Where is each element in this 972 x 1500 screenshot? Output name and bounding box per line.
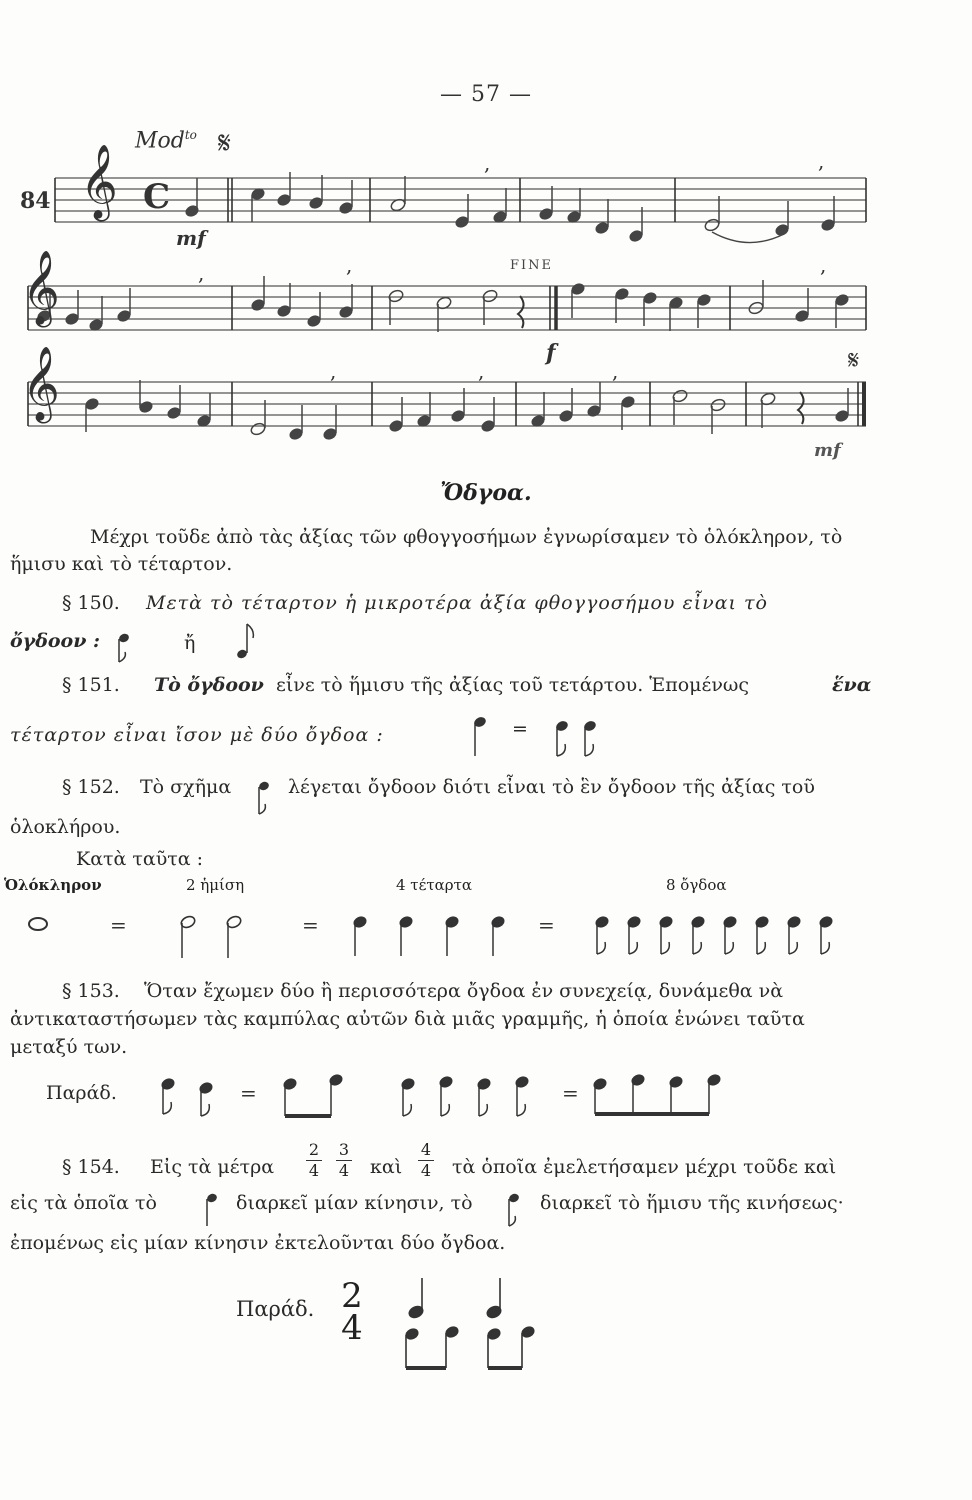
- svg-text:,: ,: [484, 151, 491, 175]
- final-example-notes: [390, 1270, 550, 1380]
- s151-equals: =: [512, 718, 528, 740]
- svg-text:=: =: [240, 1081, 257, 1105]
- s150-number: § 150.: [62, 592, 120, 614]
- s152-text-b: λέγεται ὄγδοον διότι εἶναι τὸ ἓν ὄγδοον τῆς ἀξίας τοῦ: [288, 776, 815, 798]
- head-halves: 2 ἡμίση: [186, 876, 245, 894]
- exercise-number: 84: [20, 188, 51, 214]
- s152-text-a: Τὸ σχῆμα: [140, 776, 232, 798]
- fine-label: FINE: [510, 258, 554, 273]
- eighth-note-icon: [250, 772, 280, 822]
- s152-line2: ὁλοκλήρου.: [10, 816, 121, 838]
- svg-text:=: =: [562, 1081, 579, 1105]
- treble-clef-icon: 𝄞: [80, 145, 118, 219]
- segno-icon: 𝄋: [218, 126, 231, 161]
- intro-line-1: Μέχρι τοῦδε ἀπὸ τὰς ἀξίας τῶν φθογγοσήμων ἐγνωρίσαμεν τὸ ὁλόκληρον, τὸ: [90, 526, 843, 548]
- head-quarters: 4 τέταρτα: [396, 876, 473, 894]
- svg-text:=: =: [302, 913, 319, 937]
- meter-2-4: 2 4: [306, 1140, 322, 1181]
- s154-line3: ἐπομένως εἰς μίαν κίνησιν ἐκτελοῦνται δύο ὄγδοα.: [10, 1232, 506, 1254]
- s154-line2b: διαρκεῖ μίαν κίνησιν, τὸ: [236, 1192, 473, 1214]
- s151-number: § 151.: [62, 674, 120, 696]
- svg-text:,: ,: [330, 359, 337, 383]
- tempo-marking: Mod$^{to}$: [135, 128, 197, 154]
- svg-text:,: ,: [820, 253, 827, 277]
- section-heading: Ὄδγοα.: [440, 480, 532, 506]
- segno-icon: 𝄋: [848, 346, 860, 376]
- svg-text:,: ,: [818, 149, 825, 173]
- intro-line-2: ἥμισυ καὶ τὸ τέταρτον.: [10, 553, 233, 575]
- s151-text-end: ἕνα: [832, 674, 872, 696]
- eighth-note-icon: [500, 1186, 530, 1232]
- s153-text: Ὅταν ἔχωμεν δύο ἢ περισσότερα ὄγδοα ἐν συνεχείᾳ, δυνάμεθα νὰ: [144, 980, 784, 1002]
- svg-text:=: =: [110, 913, 127, 937]
- s151-line2: τέταρτον εἶναι ἴσον μὲ δύο ὄγδοα :: [10, 724, 384, 746]
- beamed-eighths-example: [140, 1070, 740, 1126]
- music-score: [0, 0, 972, 470]
- s150-text: Μετὰ τὸ τέταρτον ἡ μικροτέρα ἀξία φθογγοσήμου εἶναι τὸ: [146, 592, 768, 614]
- s150-or: ἤ: [184, 632, 196, 654]
- s154-kai: καὶ: [370, 1156, 403, 1178]
- s151-text: εἶνε τὸ ἥμισυ τῆς ἀξίας τοῦ τετάρτου. Ἑπομένως: [276, 674, 750, 696]
- head-eighths: 8 ὄγδοα: [666, 876, 727, 894]
- quarter-equals-two-eighths: [452, 708, 622, 764]
- svg-text:,: ,: [346, 253, 353, 277]
- s150-line2: ὄγδοον :: [10, 630, 101, 652]
- note-values-equation: [0, 900, 972, 966]
- s154-number: § 154.: [62, 1156, 120, 1178]
- s153-number: § 153.: [62, 980, 120, 1002]
- s154-text-b: τὰ ὁποῖα ἐμελετήσαμεν μέχρι τοῦδε καὶ: [452, 1156, 837, 1178]
- dynamic-mf: mf: [176, 226, 206, 250]
- s152-number: § 152.: [62, 776, 120, 798]
- meter-4-4: 4 4: [418, 1140, 434, 1181]
- quarter-note-icon: [198, 1186, 228, 1232]
- s153-line3: μεταξύ των.: [10, 1036, 128, 1058]
- treble-clef-icon: 𝄞: [22, 251, 60, 325]
- treble-clef-icon: 𝄞: [22, 347, 60, 421]
- dynamic-mf-end: mf: [814, 440, 841, 461]
- meter-3-4: 3 4: [336, 1140, 352, 1181]
- svg-text:=: =: [538, 913, 555, 937]
- s154-text-a: Εἰς τὰ μέτρα: [150, 1156, 275, 1178]
- s154-line2a: εἰς τὰ ὁποῖα τὸ: [10, 1192, 157, 1214]
- common-time: C: [143, 177, 171, 217]
- example-label: Παράδ.: [46, 1082, 117, 1104]
- s153-line2: ἀντικαταστήσωμεν τὰς καμπύλας αὐτῶν διὰ μιᾶς γραμμῆς, ἡ ὁποία ἑνώνει ταῦτα: [10, 1008, 805, 1030]
- page-number: — 57 —: [440, 82, 532, 107]
- svg-text:,: ,: [198, 261, 205, 285]
- dynamic-forte: f: [546, 340, 556, 366]
- time-signature: 2 4: [341, 1276, 363, 1348]
- svg-text:,: ,: [478, 359, 485, 383]
- s151-italic: Τὸ ὄγδοον: [154, 674, 264, 696]
- svg-text:,: ,: [612, 359, 619, 383]
- kata-tauta: Κατὰ ταῦτα :: [76, 848, 204, 870]
- s154-line2c: διαρκεῖ τὸ ἥμισυ τῆς κινήσεως·: [540, 1192, 844, 1214]
- final-example-label: Παράδ.: [236, 1297, 315, 1321]
- head-whole: Ὁλόκληρον: [4, 876, 102, 894]
